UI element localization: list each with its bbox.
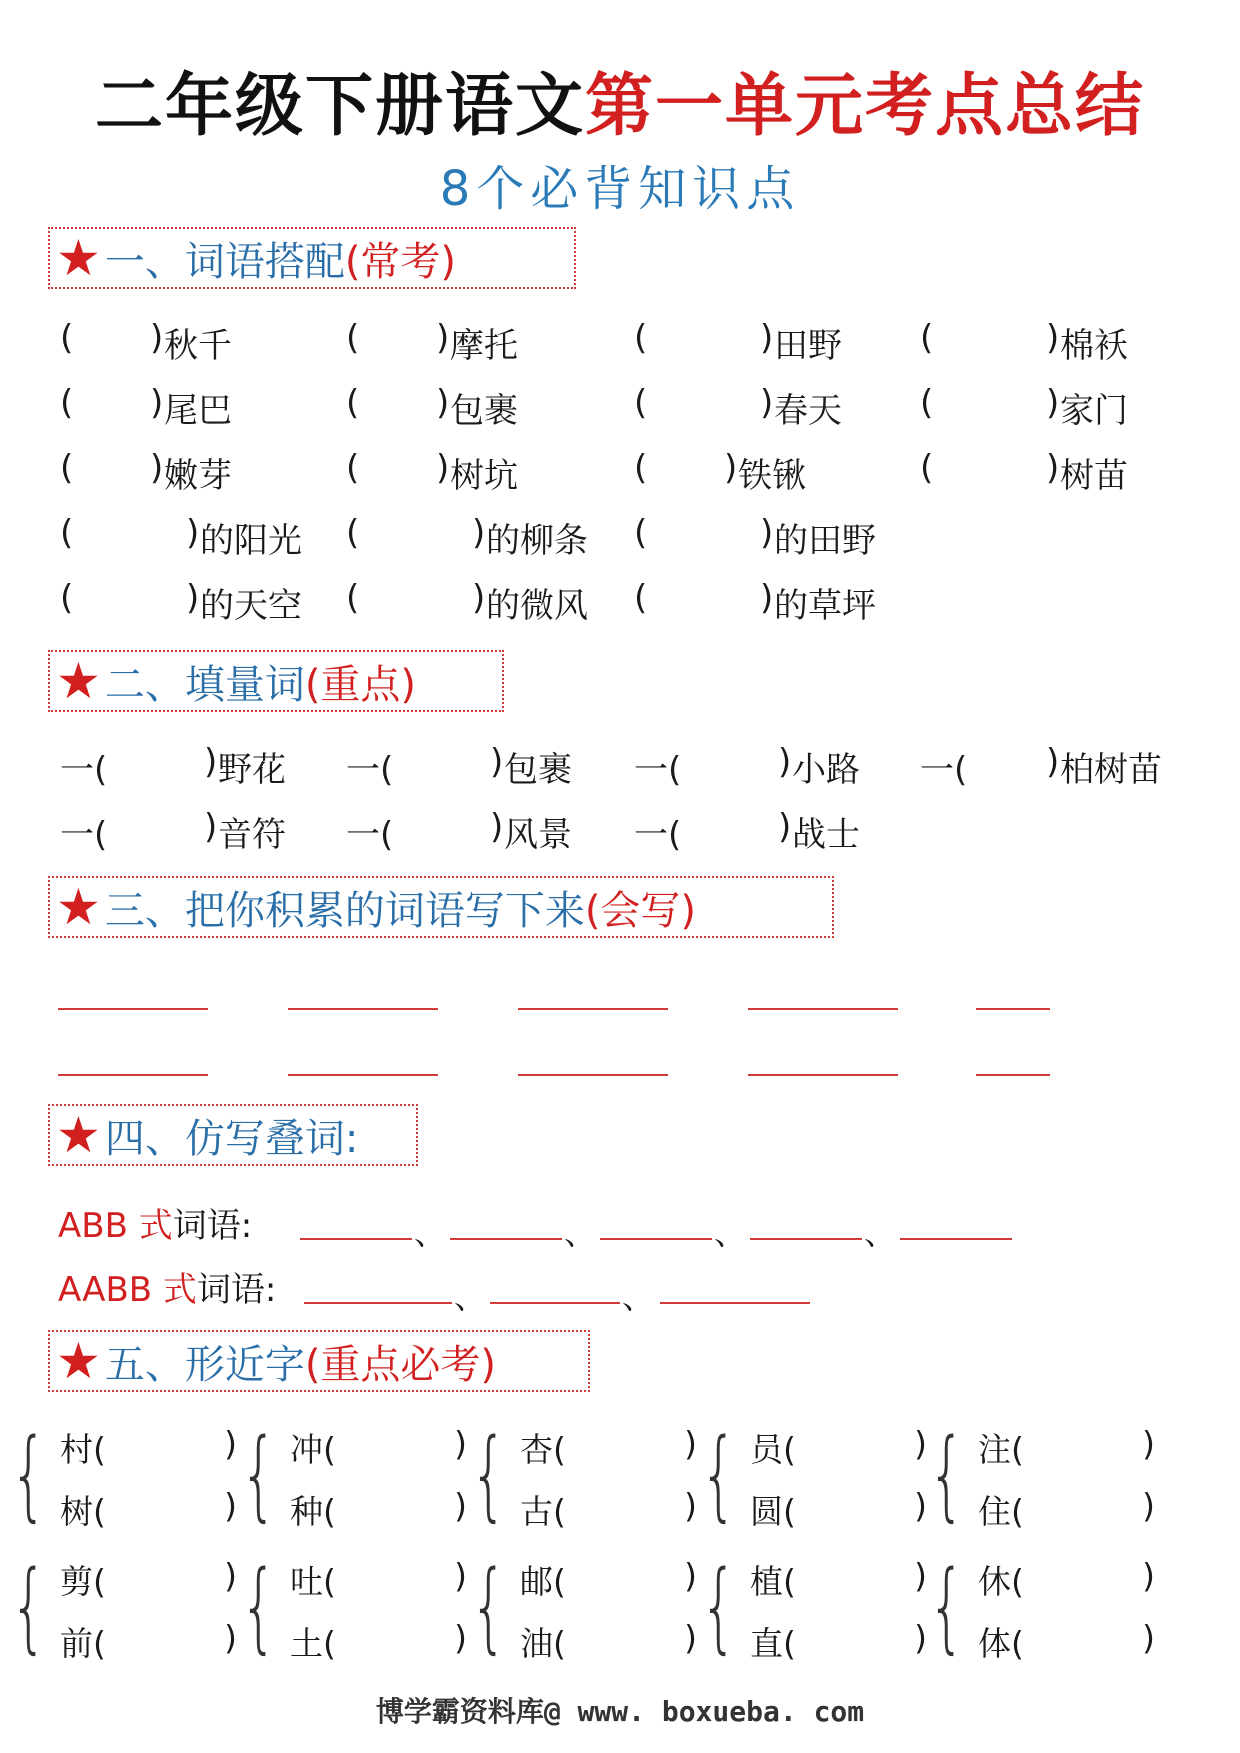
char-line (290, 1556, 336, 1603)
char-line (750, 1618, 796, 1665)
paren-close: ) (1142, 1556, 1155, 1595)
section-label: 四、仿写叠词: (104, 1115, 359, 1162)
brace-icon: { (700, 1550, 738, 1664)
collocation-word: 摩托 (450, 326, 518, 366)
char: 油 (520, 1624, 553, 1663)
paren-open: ( (60, 448, 74, 488)
abb-suffix: 词语: (172, 1206, 253, 1246)
separator: 、 (564, 1214, 597, 1252)
abb-pattern: ABB 式 (58, 1206, 173, 1246)
paren-close: ) (760, 383, 774, 423)
paren-close: ) (1142, 1618, 1155, 1657)
measure-word: 战士 (792, 815, 860, 855)
paren-close: ) (1046, 318, 1060, 358)
paren-open: ( (553, 1624, 566, 1663)
abb-blank[interactable] (450, 1238, 562, 1240)
paren-close: ) (204, 742, 218, 782)
paren-open: ( (553, 1430, 566, 1469)
char-line (60, 1618, 106, 1665)
section-tag: (会写) (584, 887, 697, 934)
brace-icon: { (700, 1418, 738, 1532)
section-heading-3 (48, 876, 834, 938)
collocation-word: 树坑 (450, 456, 518, 496)
star-icon: ★ (56, 229, 101, 287)
measure-prefix: 一( (346, 750, 394, 790)
paren-close: ) (914, 1556, 927, 1595)
paren-open: ( (553, 1562, 566, 1601)
char: 住 (978, 1492, 1011, 1531)
collocation-word: 家门 (1060, 391, 1128, 431)
paren-close: ) (684, 1618, 697, 1657)
collocation-word: 田野 (774, 326, 842, 366)
separator: 、 (414, 1214, 447, 1252)
paren-close: ) (150, 383, 164, 423)
paren-close: ) (454, 1618, 467, 1657)
char-line (290, 1424, 336, 1471)
paren-close: ) (436, 318, 450, 358)
paren-close: ) (224, 1618, 237, 1657)
char-line (978, 1618, 1024, 1665)
section-label: 一、词语搭配 (104, 238, 345, 285)
char: 邮 (520, 1562, 553, 1601)
abb-blank[interactable] (600, 1238, 712, 1240)
paren-close: ) (436, 383, 450, 423)
separator: 、 (622, 1278, 655, 1316)
paren-close: ) (684, 1486, 697, 1525)
collocation-word: 的微风 (486, 586, 588, 626)
aabb-label (58, 1262, 276, 1311)
paren-open: ( (346, 513, 360, 553)
measure-word: 音符 (218, 815, 286, 855)
paren-open: ( (1011, 1624, 1024, 1663)
collocation-word: 包裹 (450, 391, 518, 431)
write-blank[interactable] (976, 1074, 1050, 1076)
paren-open: ( (93, 1562, 106, 1601)
char-pair (10, 1550, 237, 1681)
char: 村 (60, 1430, 93, 1469)
collocation-word: 的田野 (774, 521, 876, 561)
brace-icon: { (240, 1418, 278, 1532)
abb-label (58, 1198, 252, 1247)
paren-close: ) (914, 1618, 927, 1657)
char: 种 (290, 1492, 323, 1531)
char-line (750, 1556, 796, 1603)
collocation-word: 棉袄 (1060, 326, 1128, 366)
paren-open: ( (634, 513, 648, 553)
paren-close: ) (684, 1556, 697, 1595)
paren-open: ( (783, 1562, 796, 1601)
char-pair (470, 1418, 697, 1549)
char-line (750, 1424, 796, 1471)
collocation-word: 铁锹 (738, 456, 806, 496)
paren-close: ) (778, 807, 792, 847)
aabb-blank[interactable] (304, 1302, 452, 1304)
paren-open: ( (634, 383, 648, 423)
paren-open: ( (93, 1624, 106, 1663)
write-blank[interactable] (58, 1074, 208, 1076)
char-pair (240, 1550, 467, 1681)
char-line (978, 1556, 1024, 1603)
write-blank[interactable] (748, 1008, 898, 1010)
paren-close: ) (150, 318, 164, 358)
paren-close: ) (760, 578, 774, 618)
measure-word: 包裹 (504, 750, 572, 790)
collocation-word: 尾巴 (164, 391, 232, 431)
paren-open: ( (634, 578, 648, 618)
char: 树 (60, 1492, 93, 1531)
write-blank[interactable] (748, 1074, 898, 1076)
char-line (978, 1486, 1024, 1533)
page-title (0, 52, 1240, 149)
char-pair (928, 1418, 1155, 1549)
paren-open: ( (346, 383, 360, 423)
paren-close: ) (436, 448, 450, 488)
paren-open: ( (920, 383, 934, 423)
paren-open: ( (920, 448, 934, 488)
char: 植 (750, 1562, 783, 1601)
write-blank[interactable] (288, 1008, 438, 1010)
char-line (520, 1486, 566, 1533)
brace-icon: { (470, 1550, 508, 1664)
section-tag: (重点必考) (304, 1341, 497, 1388)
collocation-word: 树苗 (1060, 456, 1128, 496)
paren-open: ( (783, 1624, 796, 1663)
paren-close: ) (490, 742, 504, 782)
paren-open: ( (60, 318, 74, 358)
star-icon: ★ (56, 1332, 101, 1390)
paren-close: ) (1142, 1486, 1155, 1525)
measure-prefix: 一( (60, 815, 108, 855)
brace-icon: { (240, 1550, 278, 1664)
paren-open: ( (346, 448, 360, 488)
char-line (520, 1556, 566, 1603)
char-pair (700, 1550, 927, 1681)
char: 冲 (290, 1430, 323, 1469)
char: 直 (750, 1624, 783, 1663)
write-blank[interactable] (518, 1074, 668, 1076)
paren-close: ) (454, 1486, 467, 1525)
collocation-word: 的天空 (200, 586, 302, 626)
paren-open: ( (323, 1624, 336, 1663)
section-label: 三、把你积累的词语写下来 (104, 887, 585, 934)
section-heading-4 (48, 1104, 418, 1166)
paren-close: ) (914, 1424, 927, 1463)
paren-close: ) (186, 578, 200, 618)
paren-close: ) (684, 1424, 697, 1463)
paren-open: ( (60, 513, 74, 553)
section-tag: (常考) (344, 238, 457, 285)
paren-close: ) (914, 1486, 927, 1525)
brace-icon: { (10, 1550, 48, 1664)
collocation-word: 的柳条 (486, 521, 588, 561)
paren-open: ( (60, 383, 74, 423)
paren-close: ) (186, 513, 200, 553)
measure-prefix: 一( (634, 750, 682, 790)
abb-blank[interactable] (750, 1238, 862, 1240)
char: 土 (290, 1624, 323, 1663)
paren-close: ) (204, 807, 218, 847)
char: 圆 (750, 1492, 783, 1531)
paren-open: ( (783, 1492, 796, 1531)
aabb-pattern: AABB 式 (58, 1270, 197, 1310)
aabb-blank[interactable] (660, 1302, 810, 1304)
paren-close: ) (224, 1424, 237, 1463)
section-heading-5 (48, 1330, 590, 1392)
separator: 、 (864, 1214, 897, 1252)
brace-icon: { (928, 1550, 966, 1664)
collocation-word: 嫩芽 (164, 456, 232, 496)
paren-close: ) (1046, 383, 1060, 423)
paren-close: ) (454, 1556, 467, 1595)
char-line (520, 1618, 566, 1665)
paren-close: ) (472, 578, 486, 618)
section-tag: (重点) (304, 661, 417, 708)
star-icon: ★ (56, 652, 101, 710)
paren-open: ( (323, 1430, 336, 1469)
paren-close: ) (472, 513, 486, 553)
paren-open: ( (346, 318, 360, 358)
paren-open: ( (346, 578, 360, 618)
abb-blank[interactable] (300, 1238, 412, 1240)
char-pair (470, 1550, 697, 1681)
paren-close: ) (1046, 742, 1060, 782)
paren-open: ( (93, 1430, 106, 1469)
paren-open: ( (1011, 1430, 1024, 1469)
char-line (290, 1618, 336, 1665)
char-line (520, 1424, 566, 1471)
footer-watermark: 博学霸资料库@ www. boxueba. com (375, 1695, 865, 1728)
paren-open: ( (1011, 1492, 1024, 1531)
char-line (290, 1486, 336, 1533)
paren-open: ( (323, 1492, 336, 1531)
paren-close: ) (224, 1556, 237, 1595)
measure-prefix: 一( (60, 750, 108, 790)
char-pair (700, 1418, 927, 1549)
measure-word: 柏树苗 (1060, 750, 1162, 790)
char: 剪 (60, 1562, 93, 1601)
char-pair (10, 1418, 237, 1549)
paren-close: ) (1046, 448, 1060, 488)
paren-close: ) (760, 318, 774, 358)
measure-word: 野花 (218, 750, 286, 790)
char: 体 (978, 1624, 1011, 1663)
char: 前 (60, 1624, 93, 1663)
star-icon: ★ (56, 1106, 101, 1164)
char-line (60, 1424, 106, 1471)
char: 杏 (520, 1430, 553, 1469)
paren-close: ) (454, 1424, 467, 1463)
section-label: 二、填量词 (104, 661, 305, 708)
paren-close: ) (150, 448, 164, 488)
char-pair (240, 1418, 467, 1549)
brace-icon: { (10, 1418, 48, 1532)
paren-close: ) (1142, 1424, 1155, 1463)
brace-icon: { (928, 1418, 966, 1532)
char: 员 (750, 1430, 783, 1469)
char-line (750, 1486, 796, 1533)
measure-word: 风景 (504, 815, 572, 855)
measure-word: 小路 (792, 750, 860, 790)
paren-open: ( (93, 1492, 106, 1531)
char-pair (928, 1550, 1155, 1681)
measure-prefix: 一( (920, 750, 968, 790)
title-red-part: 第一单元考点总结 (585, 67, 1146, 146)
char-line (60, 1556, 106, 1603)
paren-open: ( (323, 1562, 336, 1601)
paren-close: ) (724, 448, 738, 488)
char: 休 (978, 1562, 1011, 1601)
collocation-word: 的阳光 (200, 521, 302, 561)
measure-prefix: 一( (346, 815, 394, 855)
paren-open: ( (920, 318, 934, 358)
paren-open: ( (634, 448, 648, 488)
write-blank[interactable] (976, 1008, 1050, 1010)
abb-blank[interactable] (900, 1238, 1012, 1240)
char: 吐 (290, 1562, 323, 1601)
char: 注 (978, 1430, 1011, 1469)
separator: 、 (454, 1278, 487, 1316)
paren-close: ) (490, 807, 504, 847)
measure-prefix: 一( (634, 815, 682, 855)
brace-icon: { (470, 1418, 508, 1532)
star-icon: ★ (56, 878, 101, 936)
separator: 、 (714, 1214, 747, 1252)
write-blank[interactable] (518, 1008, 668, 1010)
paren-close: ) (760, 513, 774, 553)
page-subtitle: 8个必背知识点 (439, 161, 801, 217)
section-heading-2 (48, 650, 504, 712)
paren-close: ) (778, 742, 792, 782)
aabb-blank[interactable] (490, 1302, 620, 1304)
collocation-word: 秋千 (164, 326, 232, 366)
section-heading-1 (48, 227, 576, 289)
write-blank[interactable] (58, 1008, 208, 1010)
paren-open: ( (553, 1492, 566, 1531)
title-black-part: 二年级下册语文 (94, 67, 585, 146)
paren-open: ( (60, 578, 74, 618)
aabb-suffix: 词语: (196, 1270, 277, 1310)
collocation-word: 的草坪 (774, 586, 876, 626)
paren-open: ( (783, 1430, 796, 1469)
char-line (60, 1486, 106, 1533)
paren-open: ( (1011, 1562, 1024, 1601)
paren-close: ) (224, 1486, 237, 1525)
section-label: 五、形近字 (104, 1341, 305, 1388)
paren-open: ( (634, 318, 648, 358)
collocation-word: 春天 (774, 391, 842, 431)
char-line (978, 1424, 1024, 1471)
char: 古 (520, 1492, 553, 1531)
write-blank[interactable] (288, 1074, 438, 1076)
